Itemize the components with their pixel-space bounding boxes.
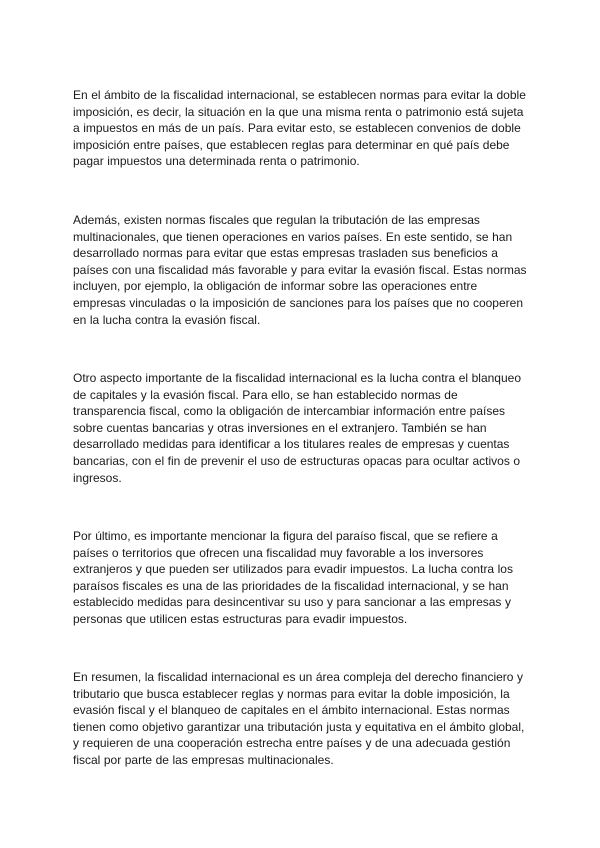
paragraph-resumen: En resumen, la fiscalidad internacional es un área compleja del derecho financiero y tributario que busca establecer reglas y normas para evitar la doble imposición, la evasión fiscal y el blanqueo de capitales en el ámbito internacional. Estas normas tienen como objetivo garantizar una tributación justa y equitativa en el ámbito global, y requieren de una cooperación estrecha entre países y de una adecuada gestión fiscal por parte de las empresas multinacionales. bbox=[73, 670, 525, 767]
paragraph-blanqueo-capitales: Otro aspecto importante de la fiscalidad internacional es la lucha contra el blanqueo de capitales y la evasión fiscal. Para ello, se han establecido normas de transparencia fiscal, como la obligación de intercambiar información entre países sobre cuentas bancarias y otras inversiones en el extranjero. También se han desarrollado medidas para identificar a los titulares reales de empresas y cuentas bancarias, con el fin de prevenir el uso de estructuras opacas para ocultar activos o ingresos. bbox=[73, 371, 522, 485]
paragraph-paraiso-fiscal: Por último, es importante mencionar la figura del paraíso fiscal, que se refiere a países o territorios que ofrecen una fiscalidad muy favorable a los inversores extranjeros y que pueden ser utilizados para evadir impuestos. La lucha contra los paraísos fiscales es una de las prioridades de la fiscalidad internacional, y se han establecido medidas para desincentivar su uso y para sancionar a las empresas y personas que utilicen estas estructuras para evadir impuestos. bbox=[73, 529, 513, 626]
paragraph-empresas-multinacionales: Además, existen normas fiscales que regulan la tributación de las empresas multinacionales, que tienen operaciones en varios países. En este sentido, se han desarrollado normas para evitar que estas empresas trasladen sus beneficios a países con una fiscalidad más favorable y para evitar la evasión fiscal. Estas normas incluyen, por ejemplo, la obligación de informar sobre las operaciones entre empresas vinculadas o la imposición de sanciones para los países que no cooperen en la lucha contra la evasión fiscal. bbox=[73, 213, 527, 327]
paragraph-doble-imposicion: En el ámbito de la fiscalidad internacional, se establecen normas para evitar la doble imposición, es decir, la situación en la que una misma renta o patrimonio está sujeta a impuestos en más de un país. Para evitar esto, se establecen convenios de doble imposición entre países, que establecen reglas para determinar en qué país debe pagar impuestos una determinada renta o patrimonio. bbox=[73, 88, 526, 169]
